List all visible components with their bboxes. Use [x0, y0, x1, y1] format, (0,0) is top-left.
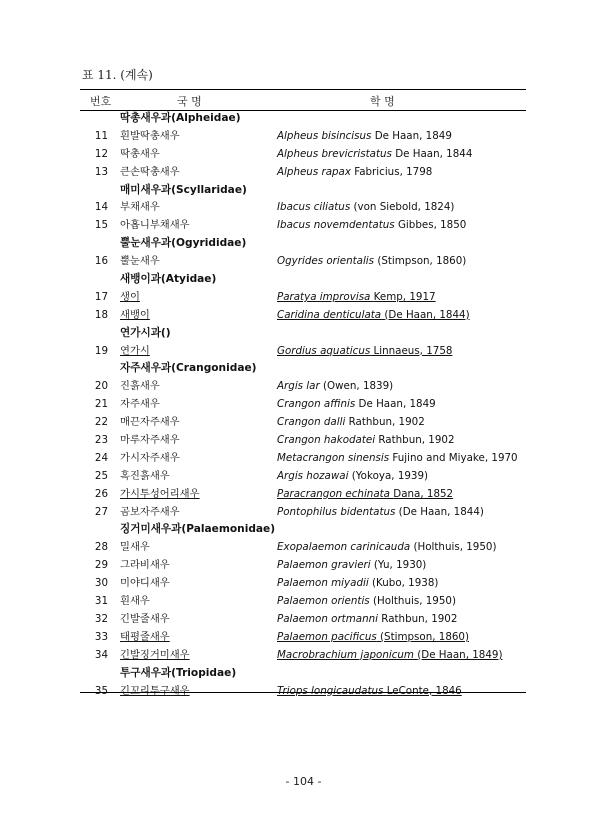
- row-number: 27: [94, 505, 108, 518]
- binomial-name: Palaemon orientis: [277, 595, 370, 608]
- korean-name: 새뱅이: [120, 308, 150, 321]
- row-number: 16: [94, 255, 108, 268]
- table-row: [80, 289, 526, 307]
- binomial-name: Gordius aquaticus: [277, 344, 371, 357]
- korean-name: 긴꼬리투구새우: [120, 684, 190, 697]
- binomial-name: Alpheus brevicristatus: [277, 147, 392, 160]
- scientific-name: [277, 486, 453, 504]
- row-number: 30: [94, 577, 108, 590]
- authority: Kemp, 1917: [373, 290, 436, 303]
- korean-name: 미야디새우: [120, 577, 170, 590]
- family-heading-row: [80, 360, 526, 378]
- binomial-name: Palaemon pacificus: [277, 630, 377, 643]
- binomial-name: Crangon hakodatei: [277, 434, 376, 447]
- table-row: [80, 575, 526, 593]
- row-number: 11: [94, 129, 108, 142]
- binomial-name: Paracrangon echinata: [277, 487, 390, 500]
- row-number: 17: [94, 290, 108, 303]
- scientific-name: [277, 432, 455, 450]
- korean-name: 태평줄새우: [120, 630, 170, 643]
- scientific-name: [277, 539, 496, 557]
- authority: Rathbun, 1902: [378, 434, 455, 447]
- row-number: 28: [94, 541, 108, 554]
- row-number: 32: [94, 612, 108, 625]
- binomial-name: Macrobrachium japonicum: [277, 648, 414, 661]
- korean-name: 밀새우: [120, 541, 150, 554]
- binomial-name: Ibacus ciliatus: [277, 201, 351, 214]
- table-header: [80, 89, 526, 110]
- authority: Fabricius, 1798: [354, 165, 433, 178]
- binomial-name: Crangon dalli: [277, 416, 346, 429]
- page-number: - 104 -: [285, 775, 322, 788]
- row-number: 34: [94, 648, 108, 661]
- table-row: [80, 593, 526, 611]
- korean-name: 딱총새우: [120, 147, 160, 160]
- table-row: [80, 396, 526, 414]
- authority: (Holthuis, 1950): [413, 541, 497, 554]
- binomial-name: Argis hozawai: [277, 469, 349, 482]
- row-number: 22: [94, 416, 108, 429]
- family-heading-row: [80, 325, 526, 343]
- korean-name: 긴발줄새우: [120, 612, 170, 625]
- korean-name: 흰새우: [120, 595, 150, 608]
- authority: (Yu, 1930): [373, 559, 427, 572]
- binomial-name: Pontophilus bidentatus: [277, 505, 396, 518]
- scientific-name: [277, 414, 425, 432]
- row-number: 18: [94, 308, 108, 321]
- scientific-name: [277, 128, 452, 146]
- table-row: [80, 450, 526, 468]
- scientific-name: [277, 396, 436, 414]
- row-number: 15: [94, 219, 108, 232]
- row-number: 26: [94, 487, 108, 500]
- authority: (De Haan, 1844): [398, 505, 484, 518]
- family-heading: 연가시과(): [120, 326, 171, 339]
- binomial-name: Caridina denticulata: [277, 308, 382, 321]
- table-row: [80, 611, 526, 629]
- authority: Linnaeus, 1758: [373, 344, 453, 357]
- scientific-name: [277, 557, 426, 575]
- authority: (Stimpson, 1860): [380, 630, 469, 643]
- binomial-name: Paratya improvisa: [277, 290, 371, 303]
- scientific-name: [277, 289, 436, 307]
- family-heading-row: [80, 665, 526, 683]
- family-heading: 자주새우과(Crangonidae): [120, 362, 257, 375]
- table-row: [80, 629, 526, 647]
- binomial-name: Exopalaemon carinicauda: [277, 541, 411, 554]
- table-row: [80, 468, 526, 486]
- family-heading-row: [80, 182, 526, 200]
- table-row: [80, 378, 526, 396]
- authority: Dana, 1852: [393, 487, 454, 500]
- header-scientific-name: 학 명: [370, 95, 395, 108]
- authority: (De Haan, 1849): [417, 648, 503, 661]
- family-heading: 징거미새우과(Palaemonidae): [120, 523, 276, 536]
- row-number: 23: [94, 434, 108, 447]
- authority: LeConte, 1846: [386, 684, 462, 697]
- authority: (Stimpson, 1860): [377, 255, 467, 268]
- authority: Rathbun, 1902: [381, 612, 458, 625]
- korean-name: 가시자주새우: [120, 451, 180, 464]
- table-row: [80, 253, 526, 271]
- family-heading: 투구새우과(Triopidae): [120, 666, 237, 679]
- korean-name: 마루자주새우: [120, 434, 180, 447]
- binomial-name: Metacrangon sinensis: [277, 451, 390, 464]
- header-korean-name: 국 명: [177, 95, 202, 108]
- binomial-name: Alpheus rapax: [277, 165, 351, 178]
- korean-name: 아홉니부채새우: [120, 219, 190, 232]
- korean-name: 큰손딱총새우: [120, 165, 180, 178]
- row-number: 20: [94, 380, 108, 393]
- row-number: 31: [94, 595, 108, 608]
- scientific-name: [277, 593, 456, 611]
- scientific-name: [277, 164, 432, 182]
- scientific-name: [277, 343, 452, 361]
- korean-name: 진흙새우: [120, 380, 160, 393]
- korean-name: 자주새우: [120, 398, 160, 411]
- row-number: 29: [94, 559, 108, 572]
- korean-name: 매끈자주새우: [120, 416, 180, 429]
- row-number: 24: [94, 451, 108, 464]
- table-bottom-rule: [80, 692, 526, 693]
- family-heading-row: [80, 271, 526, 289]
- korean-name: 생이: [120, 290, 140, 303]
- scientific-name: [277, 468, 428, 486]
- binomial-name: Ibacus novemdentatus: [277, 219, 395, 232]
- korean-name: 긴발징거미새우: [120, 648, 190, 661]
- authority: (Yokoya, 1939): [351, 469, 429, 482]
- authority: De Haan, 1849: [358, 398, 436, 411]
- scientific-name: [277, 450, 518, 468]
- table-row: [80, 539, 526, 557]
- scientific-name: [277, 611, 457, 629]
- korean-name: 뿔눈새우: [120, 255, 160, 268]
- authority: (Kubo, 1938): [372, 577, 439, 590]
- authority: (De Haan, 1844): [384, 308, 470, 321]
- header-number: 번호: [90, 95, 112, 108]
- row-number: 35: [94, 684, 108, 697]
- table-row: [80, 486, 526, 504]
- table-row: [80, 557, 526, 575]
- row-number: 12: [94, 147, 108, 160]
- table-row: [80, 343, 526, 361]
- scientific-name: [277, 307, 470, 325]
- table-row: [80, 217, 526, 235]
- authority: De Haan, 1849: [374, 129, 452, 142]
- table-caption: 표 11. (계속): [82, 68, 153, 82]
- binomial-name: Palaemon gravieri: [277, 559, 371, 572]
- authority: Gibbes, 1850: [397, 219, 467, 232]
- scientific-name: [277, 253, 466, 271]
- scientific-name: [277, 647, 502, 665]
- family-heading: 매미새우과(Scyllaridae): [120, 183, 247, 196]
- binomial-name: Crangon affinis: [277, 398, 356, 411]
- scientific-name: [277, 217, 466, 235]
- korean-name: 흰발딱총새우: [120, 129, 180, 142]
- binomial-name: Alpheus bisincisus: [277, 129, 372, 142]
- table-row: [80, 414, 526, 432]
- row-number: 21: [94, 398, 108, 411]
- table-row: [80, 146, 526, 164]
- authority: (Holthuis, 1950): [372, 595, 456, 608]
- family-heading: 딱총새우과(Alpheidae): [120, 112, 241, 124]
- table-row: [80, 307, 526, 325]
- row-number: 13: [94, 165, 108, 178]
- table-row: [80, 647, 526, 665]
- table-row: [80, 164, 526, 182]
- table-row: [80, 199, 526, 217]
- scientific-name: [277, 146, 472, 164]
- family-heading-row: [80, 521, 526, 539]
- table-row: [80, 128, 526, 146]
- korean-name: 가시투성어리새우: [120, 487, 200, 500]
- authority: Fujino and Miyake, 1970: [392, 451, 518, 464]
- binomial-name: Argis lar: [277, 380, 320, 393]
- binomial-name: Ogyrides orientalis: [277, 255, 375, 268]
- authority: Rathbun, 1902: [348, 416, 425, 429]
- row-number: 19: [94, 344, 108, 357]
- korean-name: 그라비새우: [120, 559, 170, 572]
- table-body: [80, 110, 526, 700]
- row-number: 14: [94, 201, 108, 214]
- authority: (von Siebold, 1824): [353, 201, 455, 214]
- row-number: 25: [94, 469, 108, 482]
- binomial-name: Triops longicaudatus: [277, 684, 384, 697]
- table-row: [80, 432, 526, 450]
- family-heading: 새뱅이과(Atyidae): [120, 273, 217, 286]
- korean-name: 곰보자주새우: [120, 505, 180, 518]
- scientific-name: [277, 629, 469, 647]
- family-heading: 뿔눈새우과(Ogyrididae): [120, 237, 247, 250]
- scientific-name: [277, 199, 454, 217]
- scientific-name: [277, 575, 438, 593]
- family-heading-row: [80, 235, 526, 253]
- binomial-name: Palaemon miyadii: [277, 577, 369, 590]
- scientific-name: [277, 378, 393, 396]
- family-heading-row: [80, 110, 526, 128]
- table-row: [80, 504, 526, 522]
- row-number: 33: [94, 630, 108, 643]
- authority: (Owen, 1839): [323, 380, 394, 393]
- authority: De Haan, 1844: [395, 147, 473, 160]
- korean-name: 연가시: [120, 344, 150, 357]
- scientific-name: [277, 504, 484, 522]
- korean-name: 부채새우: [120, 201, 160, 214]
- binomial-name: Palaemon ortmanni: [277, 612, 378, 625]
- korean-name: 혹진흙새우: [120, 469, 170, 482]
